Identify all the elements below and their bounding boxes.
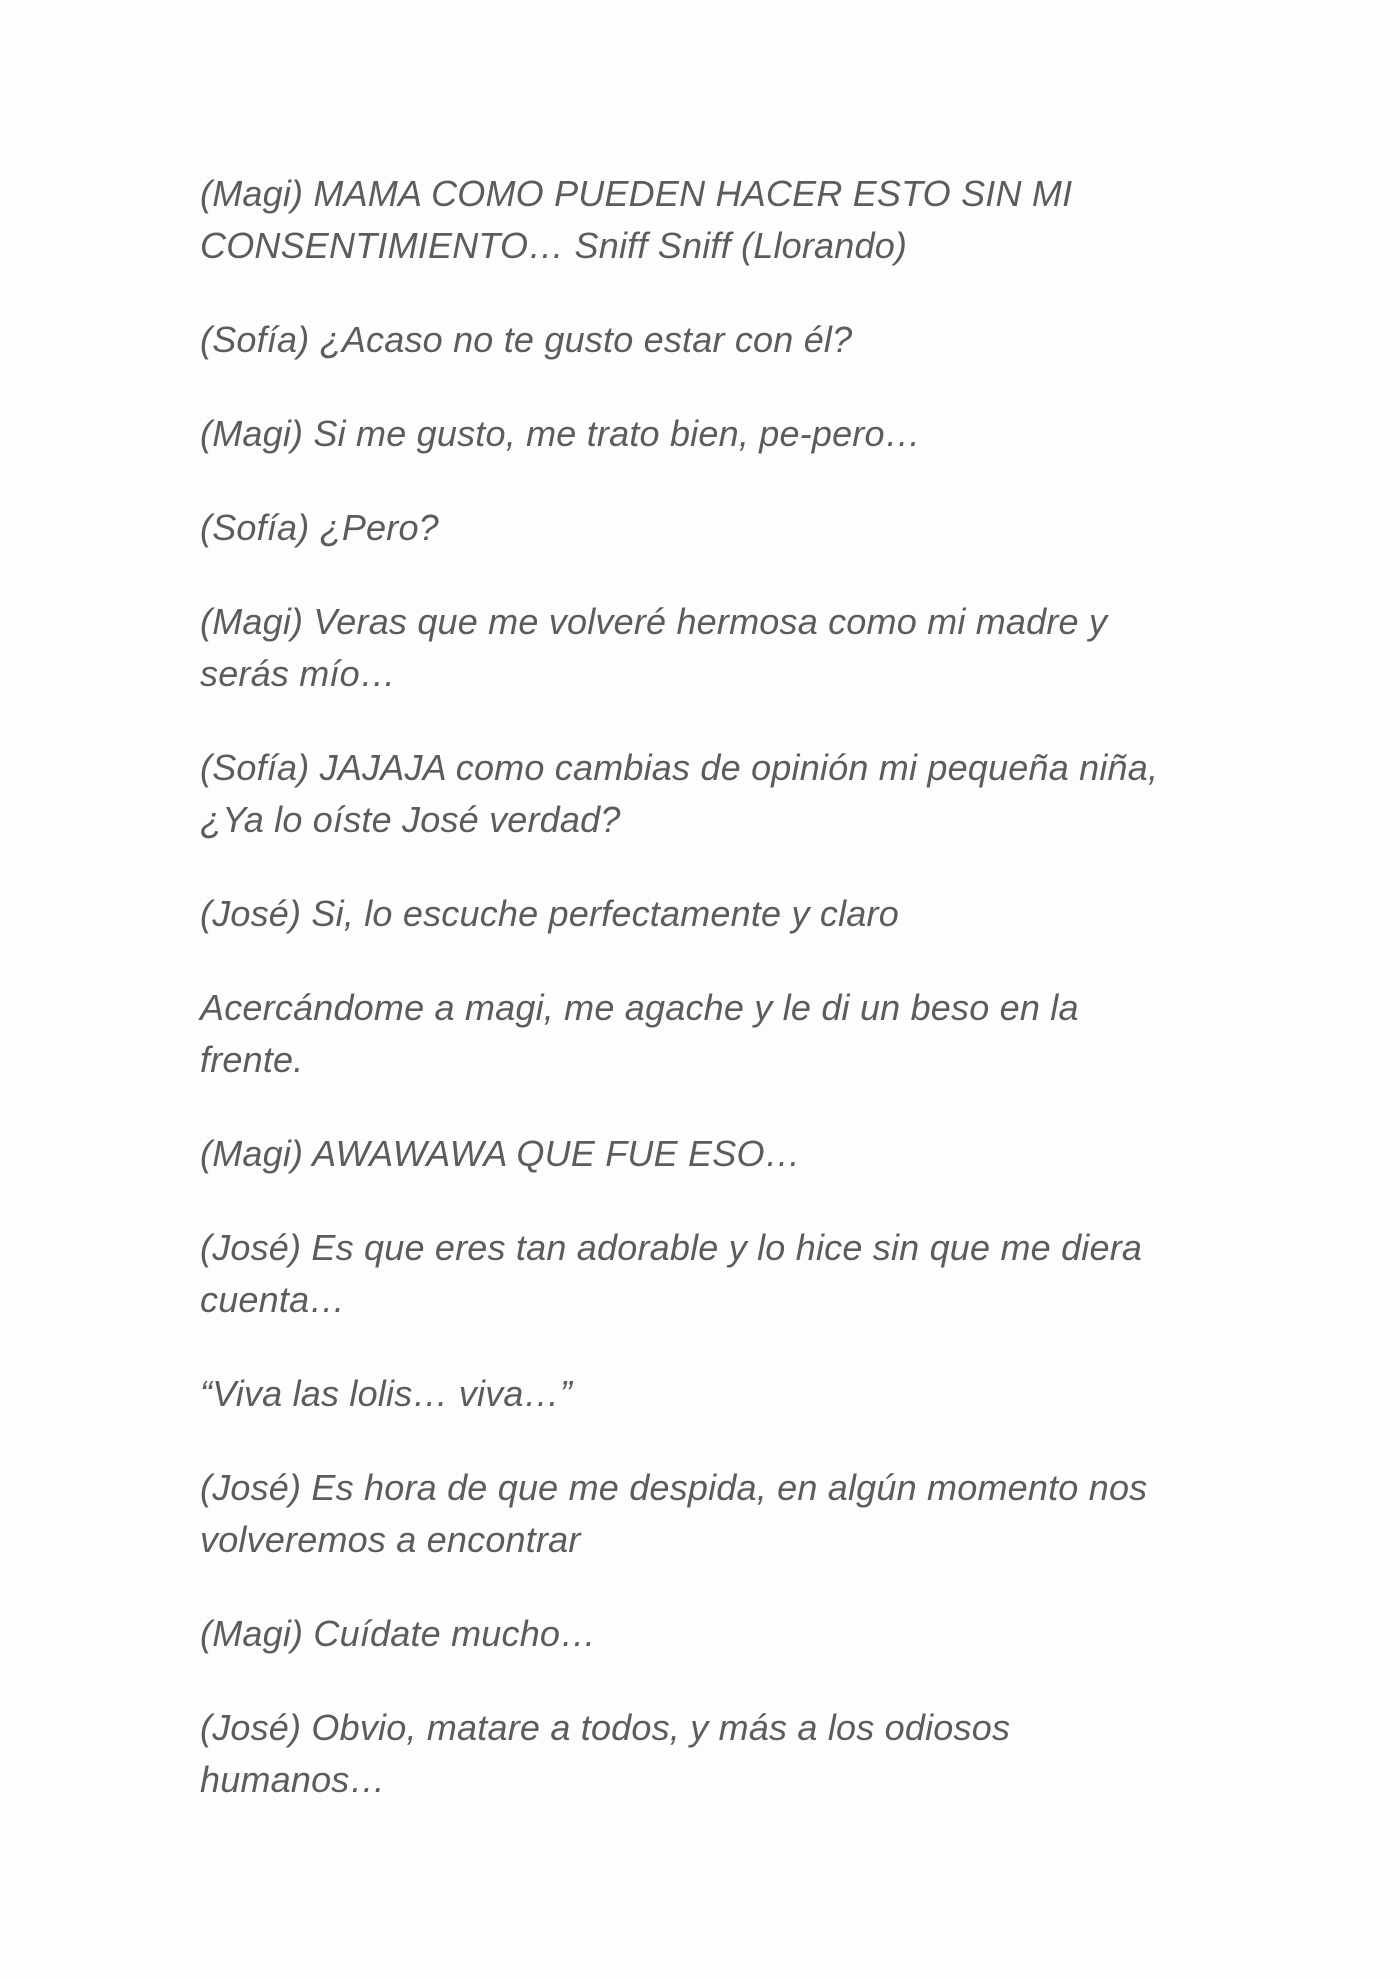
text-line: CONSENTIMIENTO… Sniff Sniff (Llorando): [200, 225, 908, 266]
document-body: [200, 168, 1200, 1848]
text-line: (Magi) Cuídate mucho…: [200, 1613, 597, 1654]
text-line: (José) Obvio, matare a todos, y más a los odiosos: [200, 1707, 1011, 1748]
text-line: (Sofía) JAJAJA como cambias de opinión mi pequeña niña,: [200, 747, 1159, 788]
dialogue-paragraph: [200, 408, 1200, 460]
dialogue-paragraph: [200, 1222, 1200, 1326]
text-line: cuenta…: [200, 1279, 346, 1320]
dialogue-paragraph: [200, 596, 1200, 700]
dialogue-paragraph: [200, 742, 1200, 846]
dialogue-paragraph: [200, 1608, 1200, 1660]
text-line: (José) Es hora de que me despida, en algún momento nos: [200, 1467, 1148, 1508]
text-line: ¿Ya lo oíste José verdad?: [200, 799, 621, 840]
text-line: serás mío…: [200, 653, 397, 694]
text-line: humanos…: [200, 1759, 386, 1800]
dialogue-paragraph: [200, 502, 1200, 554]
text-line: (José) Si, lo escuche perfectamente y claro: [200, 893, 899, 934]
dialogue-paragraph: [200, 314, 1200, 366]
text-line: Acercándome a magi, me agache y le di un beso en la: [200, 987, 1079, 1028]
text-line: frente.: [200, 1039, 304, 1080]
text-line: (Sofía) ¿Pero?: [200, 507, 439, 548]
thought-paragraph: [200, 1368, 1200, 1420]
dialogue-paragraph: [200, 1462, 1200, 1566]
text-line: (Magi) Si me gusto, me trato bien, pe-pero…: [200, 413, 921, 454]
dialogue-paragraph: [200, 168, 1200, 272]
text-line: (José) Es que eres tan adorable y lo hice sin que me diera: [200, 1227, 1143, 1268]
text-line: (Magi) AWAWAWA QUE FUE ESO…: [200, 1133, 801, 1174]
dialogue-paragraph: [200, 1702, 1200, 1806]
dialogue-paragraph: [200, 1128, 1200, 1180]
text-line: (Magi) MAMA COMO PUEDEN HACER ESTO SIN MI: [200, 173, 1073, 214]
dialogue-paragraph: [200, 888, 1200, 940]
text-line: volveremos a encontrar: [200, 1519, 581, 1560]
text-line: (Magi) Veras que me volveré hermosa como mi madre y: [200, 601, 1108, 642]
text-line: (Sofía) ¿Acaso no te gusto estar con él?: [200, 319, 853, 360]
narration-paragraph: [200, 982, 1200, 1086]
text-line: “Viva las lolis… viva…”: [200, 1373, 573, 1414]
